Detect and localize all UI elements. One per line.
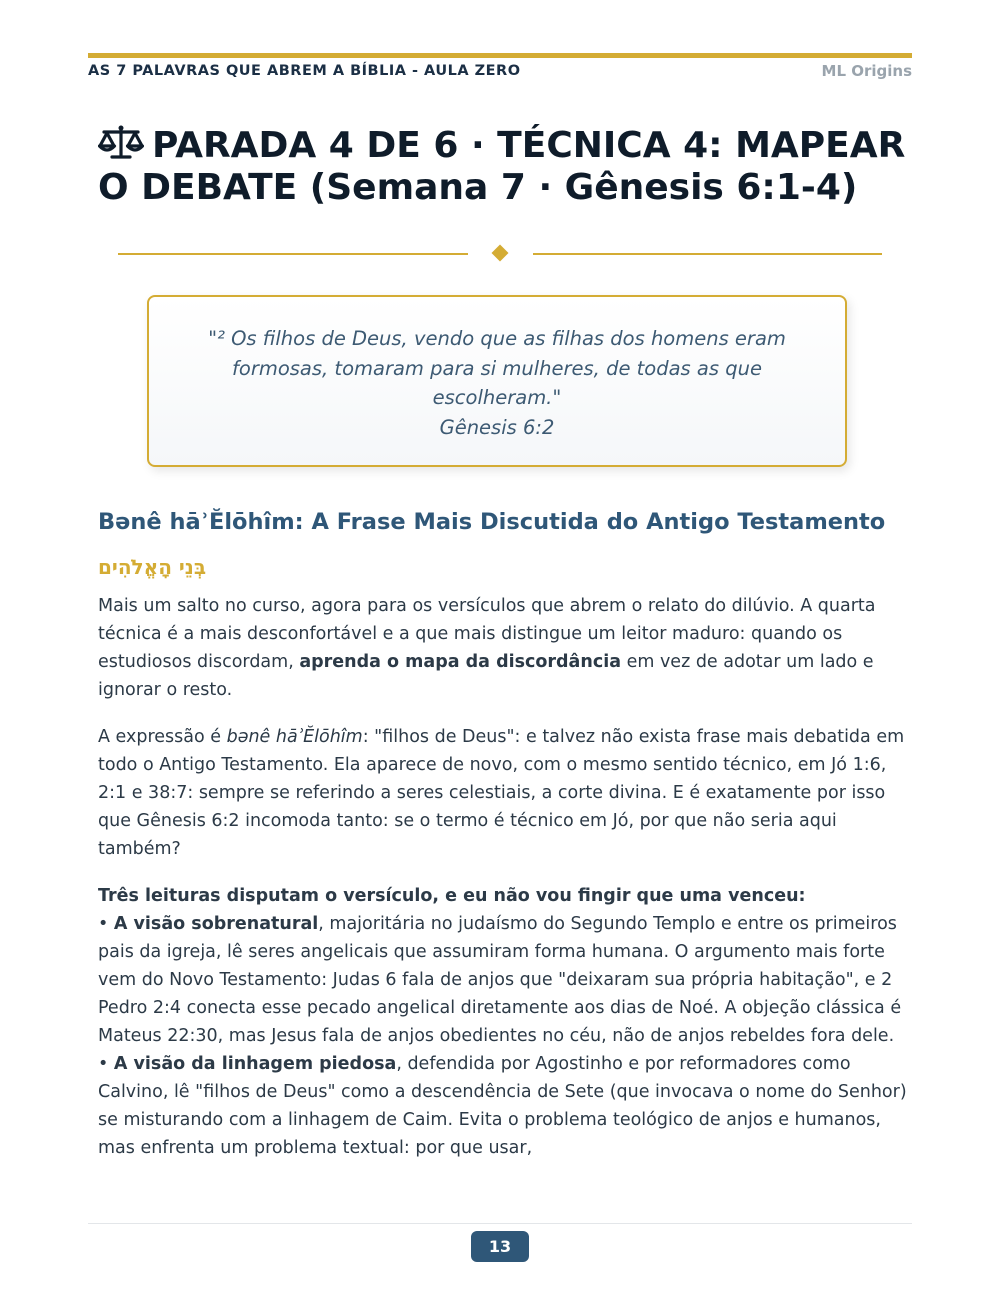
- ornament-line-left: [118, 253, 468, 255]
- ornament-diamond-icon: [492, 245, 509, 262]
- running-header-brand: ML Origins: [821, 62, 912, 80]
- paragraph-intro-emphasis: aprenda o mapa da discordância: [299, 652, 622, 672]
- section-heading: Bənê hāʾĔlōhîm: A Frase Mais Discutida do Antigo Testamento: [98, 509, 886, 535]
- readings-lead: Três leituras disputam o versículo, e eu não vou fingir que uma venceu:: [98, 886, 806, 906]
- bullet-title: A visão sobrenatural: [113, 914, 319, 934]
- bullet-marker: •: [98, 914, 114, 934]
- bullet-title: A visão da linhagem piedosa: [113, 1054, 397, 1074]
- ornament-line-right: [533, 253, 882, 255]
- scripture-quote-box: [147, 295, 847, 467]
- page-title: [98, 124, 908, 209]
- bullet-text: , majoritária no judaísmo do Segundo Templo e entre os primeiros pais da igreja, lê seres angelicais que assumiram forma humana. O argumento mais forte vem do Novo Testamento: Judas 6 fala de anjos que "deixaram sua própria habitação", e 2 Pedro 2:4 conecta esse pecado angelical diretamente aos dias de Noé. A objeção clássica é Mateus 22:30, mas Jesus fala de anjos obedientes no céu, não de anjos rebeldes fora dele.: [98, 914, 902, 1046]
- page-title-text: PARADA 4 DE 6 · TÉCNICA 4: MAPEAR O DEBATE (Semana 7 · Gênesis 6:1-4): [98, 125, 906, 208]
- hebrew-phrase: בְּנֵי הָאֱלֹהִים: [98, 555, 207, 579]
- paragraph-intro: [98, 592, 908, 704]
- bullet-marker: •: [98, 1054, 114, 1074]
- scripture-quote-text: "² Os filhos de Deus, vendo que as filhas dos homens eram formosas, tomaram para si mulheres, de todas as que escolheram.": [208, 327, 786, 409]
- scripture-quote-reference: Gênesis 6:2: [439, 415, 555, 439]
- list-item: [98, 1050, 908, 1162]
- paragraph-expression: [98, 723, 908, 863]
- running-header-title: AS 7 PALAVRAS QUE ABREM A BÍBLIA - AULA ZERO: [88, 63, 521, 79]
- footer-rule: [88, 1223, 912, 1224]
- list-item: [98, 910, 908, 1050]
- scales-icon: [98, 124, 144, 160]
- paragraph-expression-text-end: : "filhos de Deus": e talvez não exista frase mais debatida em todo o Antigo Testamento. Ela aparece de novo, com o mesmo sentido técnico, em Jó 1:6, 2:1 e 38:7: sempre se referindo a seres celestiais, a corte divina. E é exatamente por isso que Gênesis 6:2 incomoda tanto: se o termo é técnico em Jó, por que não seria aqui também?: [98, 727, 905, 859]
- top-rule: [88, 53, 912, 58]
- running-header: [88, 62, 912, 80]
- paragraph-intro-text-end: em vez de adotar um lado e ignorar o resto.: [98, 652, 874, 700]
- readings-block: [98, 882, 908, 1162]
- paragraph-expression-text: A expressão é: [98, 727, 227, 747]
- page-number-badge: 13: [471, 1231, 529, 1262]
- paragraph-intro-text: Mais um salto no curso, agora para os versículos que abrem o relato do dilúvio. A quarta técnica é a mais desconfortável e a que mais distingue um leitor maduro: quando os estudiosos discordam,: [98, 596, 876, 672]
- bullet-text: , defendida por Agostinho e por reformadores como Calvino, lê "filhos de Deus" como a descendência de Sete (que invocava o nome do Senhor) se misturando com a linhagem de Caim. Evita o problema teológico de anjos e humanos, mas enfrenta um problema textual: por que usar,: [98, 1054, 907, 1158]
- body-text: [98, 592, 908, 1162]
- transliteration-italic: bənê hāʾĔlōhîm: [226, 727, 363, 747]
